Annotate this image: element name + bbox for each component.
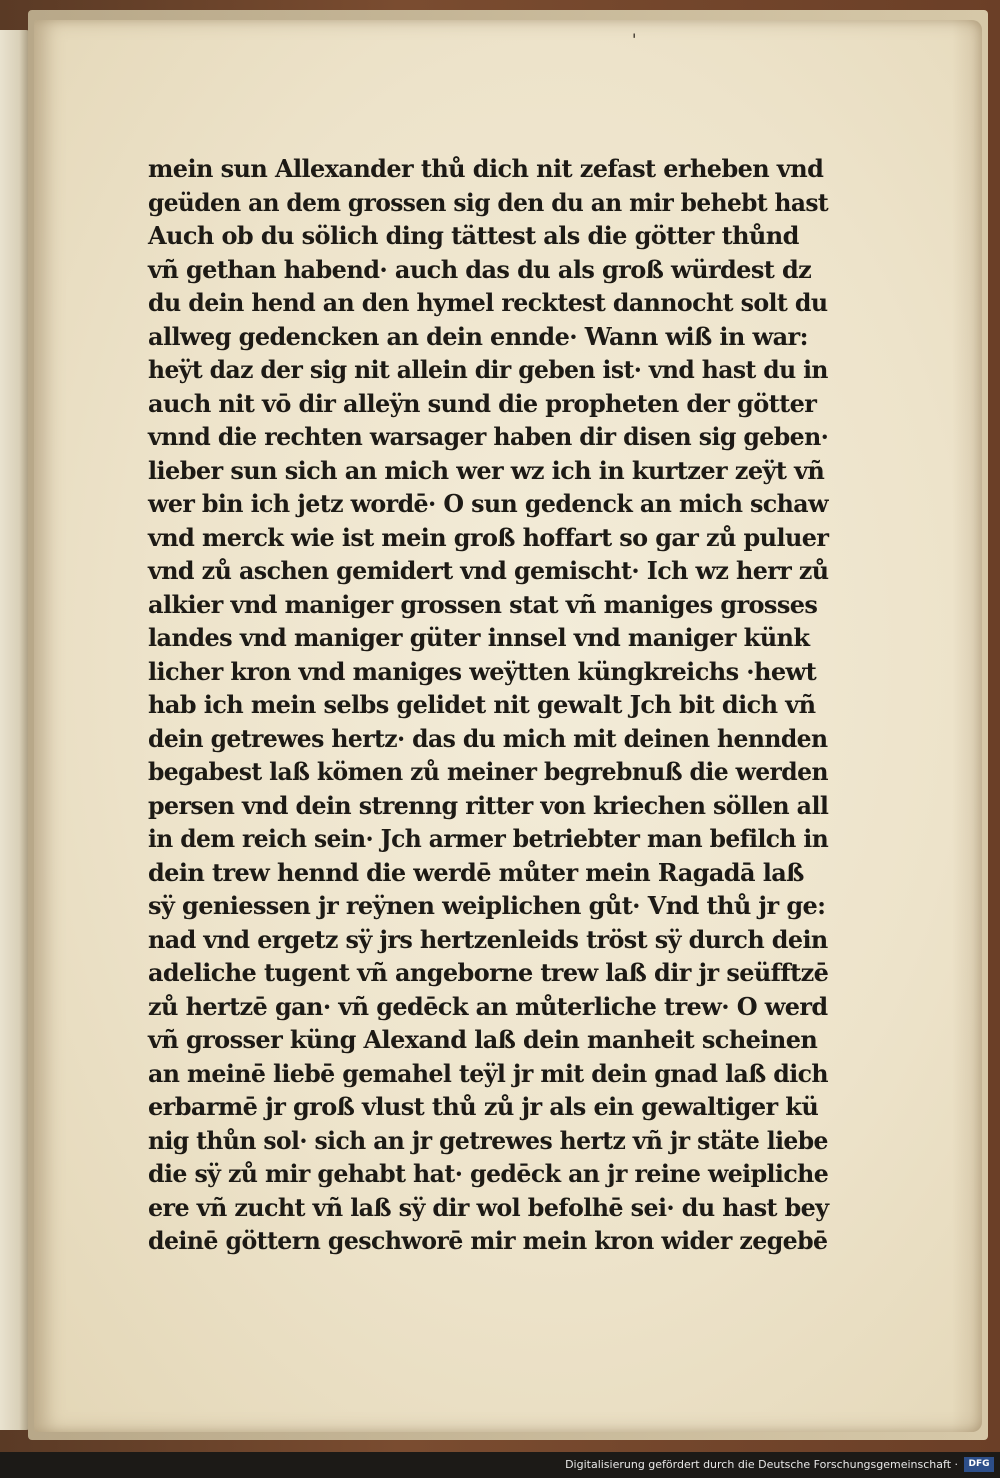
text-line: deinē göttern geschworē mir mein kron wider zegebē xyxy=(148,1226,828,1255)
text-line: hab ich mein selbs gelidet nit gewalt Jch bit dich vñ xyxy=(148,690,816,719)
text-line: sÿ geniessen jr reÿnen weiplichen gůt· Vnd thů jr ge: xyxy=(148,891,826,920)
text-line: nad vnd ergetz sÿ jrs hertzenleids tröst sÿ durch dein xyxy=(148,924,828,954)
text-line: dein trew hennd die werdē můter mein Ragadā laß xyxy=(148,857,804,887)
text-line: dein getrewes hertz· das du mich mit deinen hennden xyxy=(148,723,828,753)
text-line: lieber sun sich an mich wer wz ich in kurtzer zeÿt vñ xyxy=(148,455,825,485)
text-line: die sÿ zů mir gehabt hat· gedēck an jr reine weipliche xyxy=(148,1159,829,1188)
text-line: heÿt daz der sig nit allein dir geben ist· vnd hast du in xyxy=(148,355,828,384)
text-line: vnnd die rechten warsager haben dir disen sig geben· xyxy=(148,422,829,451)
page-edge-shadow xyxy=(952,20,982,1432)
text-line: du dein hend an den hymel recktest dannocht solt du xyxy=(148,288,828,317)
text-line: vnd zů aschen gemidert vnd gemischt· Ich wz herr zů xyxy=(148,556,829,585)
text-line: ere vñ zucht vñ laß sÿ dir wol befolhē sei· du hast bey xyxy=(148,1192,829,1222)
text-line: geüden an dem grossen sig den du an mir behebt hast xyxy=(148,187,829,217)
text-line: an meinē liebē gemahel teÿl jr mit dein gnad laß dich xyxy=(148,1058,829,1088)
text-line: alkier vnd maniger grossen stat vñ maniges grosses xyxy=(148,589,818,619)
text-line: Auch ob du sölich ding tättest als die götter thůnd xyxy=(148,221,799,250)
dfg-logo-icon: DFG xyxy=(964,1457,994,1472)
text-line: adeliche tugent vñ angeborne trew laß dir jr seüfftzē xyxy=(148,958,829,987)
text-line: licher kron vnd maniges weÿtten küngkreichs ·hewt xyxy=(148,656,817,686)
text-line: vñ gethan habend· auch das du als groß würdest dz xyxy=(148,254,812,284)
text-line: zů hertzē gan· vñ gedēck an můterliche trew· O werd xyxy=(148,991,828,1021)
text-block xyxy=(148,152,828,1258)
text-line: vnd merck wie ist mein groß hoffart so gar zů puluer xyxy=(148,522,829,552)
book-page xyxy=(34,20,982,1432)
funding-credit: Digitalisierung gefördert durch die Deutsche Forschungsgemeinschaft · xyxy=(565,1458,958,1471)
text-line: landes vnd maniger güter innsel vnd maniger künk xyxy=(148,623,810,652)
text-line: erbarmē jr groß vlust thů zů jr als ein gewaltiger kü xyxy=(148,1092,819,1121)
footer-bar xyxy=(0,1452,1000,1478)
text-line: in dem reich sein· Jch armer betriebter man befilch in xyxy=(148,824,829,853)
print-mark: ' xyxy=(632,30,637,49)
text-line: persen vnd dein strenng ritter von kriechen söllen all xyxy=(148,790,829,820)
text-line: wer bin ich jetz wordē· O sun gedenck an mich schaw xyxy=(148,489,828,518)
text-line: vñ grosser küng Alexand laß dein manheit scheinen xyxy=(148,1025,818,1054)
text-line: begabest laß kömen zů meiner begrebnuß die werden xyxy=(148,757,828,786)
text-line: auch nit vō dir alleÿn sund die propheten der götter xyxy=(148,388,817,418)
text-line: nig thůn sol· sich an jr getrewes hertz vñ jr stäte liebe xyxy=(148,1125,828,1155)
text-line: allweg gedencken an dein ennde· Wann wiß in war: xyxy=(148,321,808,351)
text-line: mein sun Allexander thů dich nit zefast erheben vnd xyxy=(148,154,824,183)
